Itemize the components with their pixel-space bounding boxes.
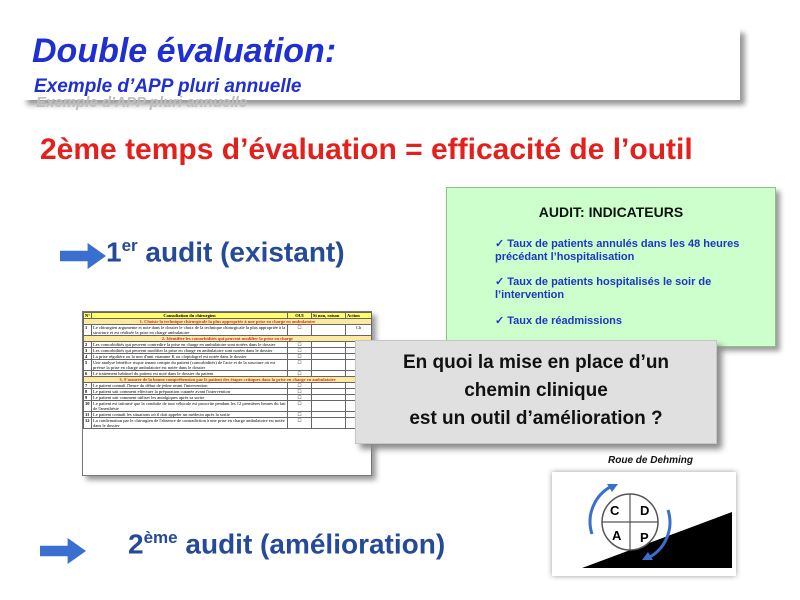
arrow-right-icon: [40, 538, 86, 564]
oui-checkbox: ☐: [288, 412, 312, 418]
col-header: N°: [85, 313, 91, 318]
criterion-text: Le patient est informé que la conduite de tout véhicule est proscrite pendant les 12 premières heures du fait de l'anesthésie: [93, 401, 286, 411]
deming-letter: A: [612, 528, 622, 543]
audit-grid-thumbnail: [82, 311, 372, 476]
deming-letter: D: [640, 503, 650, 518]
oui-checkbox: ☐: [288, 342, 312, 348]
criterion-text: Le patient sait comment effectuer la préparation cutanée avant l'intervention: [92, 389, 288, 395]
indicators-title: AUDIT: INDICATEURS: [538, 204, 684, 220]
row-number: 10: [84, 401, 92, 412]
col-header: Consultation du chirurgien: [92, 313, 288, 319]
section-header: 2. Identifier les comorbidités qui peuvent modifier la prise en charge: [84, 336, 372, 342]
indicator-item: ✓ Taux de patients annulés dans les 48 heures précédant l’hospitalisation: [495, 238, 740, 263]
slide-subtitle: Exemple d’APP pluri annuelle: [34, 76, 302, 97]
indicators-box: [446, 187, 776, 347]
audit-2-number: 2: [128, 528, 144, 560]
section-header: 3. S'assurer de la bonne compréhension par le patient des étapes critiques dans la prise en charge en ambulatoire: [84, 377, 372, 383]
row-number: 6: [84, 371, 92, 377]
row-number: 2: [84, 342, 92, 348]
col-header: Action: [346, 313, 372, 319]
indicator-item: ✓ Taux de patients hospitalisés le soir de l’intervention: [495, 276, 712, 301]
indicator-item: ✓ Taux de réadmissions: [495, 315, 622, 327]
criterion-text: Les comorbidités qui peuvent contredire la prise en charge en ambulatoire sont notées dans le dossier: [92, 342, 288, 348]
subtitle-reflection: Exemple d’APP pluri annuelle: [36, 94, 248, 111]
row-number: 4: [84, 354, 92, 360]
deming-wheel-icon: [552, 472, 736, 576]
audit-2-text: audit (amélioration): [177, 528, 446, 560]
col-header: OUI: [288, 313, 312, 319]
oui-checkbox: ☐: [288, 401, 312, 412]
row-number: 11: [84, 412, 92, 418]
arrow-right-icon: [60, 243, 106, 269]
table-row: [84, 418, 372, 429]
criterion-text: Le patient connaît l'heure du début de jeûne avant l'intervention: [92, 383, 288, 389]
row-number: 12: [84, 418, 92, 429]
action-cell: Ch: [346, 325, 372, 336]
row-number: 5: [84, 360, 92, 371]
criterion-text: Le patient sait comment utiliser les antalgiques après sa sortie: [92, 395, 288, 401]
oui-checkbox: ☐: [288, 354, 312, 360]
reason-cell: [312, 325, 346, 336]
criterion-text: Le chirurgien argumente et note dans le dossier le choix de la technique chirurgicale la plus appropriée à la structure et est réalisée la prise en charge ambulatoire: [92, 325, 288, 336]
headline: 2ème temps d’évaluation = efficacité de l’outil: [40, 133, 693, 166]
criterion-text: Le traitement habituel du patient est noté dans le dossier du patient: [92, 371, 288, 377]
audit-2-label: [128, 528, 445, 560]
table-row: [84, 325, 372, 336]
criterion-text: Une analyse bénéfice risque tenant compte du patient (comorbidités) de l'acte et de la structure où est prévue la prise en charge ambulatoire est notée dans le dossier: [92, 360, 288, 371]
audit-2-sup: ème: [143, 528, 178, 547]
audit-1-label: [106, 236, 345, 268]
col-header: Si non, raison: [312, 313, 346, 319]
table-row: [84, 377, 372, 383]
audit-grid-table: [83, 312, 372, 429]
oui-checkbox: ☐: [288, 389, 312, 395]
oui-checkbox: ☐: [288, 383, 312, 389]
table-row: [84, 360, 372, 371]
oui-checkbox: ☐: [288, 395, 312, 401]
audit-1-sup: er: [121, 236, 138, 255]
audit-1-text: audit (existant): [137, 236, 345, 268]
audit-1-number: 1: [106, 236, 122, 268]
deming-letter: C: [610, 503, 620, 518]
criterion-text: Les comorbidités qui peuvent modifier la prise en charge en ambulatoire sont notées dans le dossier: [92, 348, 288, 354]
oui-checkbox: ☐: [288, 418, 312, 429]
question-line: chemin clinique: [464, 380, 608, 401]
reason-cell: [312, 418, 346, 429]
criterion-text: Le patient connaît les situations où il doit appeler un médecin après la sortie: [92, 412, 288, 418]
row-number: 1: [84, 325, 92, 336]
table-row: [84, 401, 372, 412]
reason-cell: [312, 360, 346, 371]
row-number: 3: [84, 348, 92, 354]
oui-checkbox: ☐: [288, 371, 312, 377]
row-number: 7: [84, 383, 92, 389]
row-number: 8: [84, 389, 92, 395]
question-line: est un outil d’amélioration ?: [409, 408, 663, 429]
deming-letter: P: [640, 530, 649, 545]
title-box: [22, 28, 740, 111]
oui-checkbox: ☐: [288, 325, 312, 336]
criterion-text: La prise régulière ou la non d'anti vitamine K ou clopidogrel est notée dans le dossier: [92, 354, 288, 360]
row-number: 9: [84, 395, 92, 401]
reason-cell: [312, 401, 346, 412]
slide-title: Double évaluation:: [32, 32, 337, 70]
question-callout: [355, 340, 717, 444]
audit-grid-body: [84, 319, 372, 429]
oui-checkbox: ☐: [288, 348, 312, 354]
question-line: En quoi la mise en place d’un: [402, 352, 670, 373]
section-header: 1. Choisir la technique chirurgicale la plus appropriée à une prise en charge en ambulatoire: [84, 319, 372, 325]
deming-wheel-figure: [552, 472, 736, 576]
deming-wheel-label: Roue de Dehming: [608, 455, 694, 466]
criterion-text: La confirmation par le chirurgien de l'absence de contradiction à une prise en charge ambulatoire est notée dans le dossier: [92, 418, 288, 429]
oui-checkbox: ☐: [288, 360, 312, 371]
